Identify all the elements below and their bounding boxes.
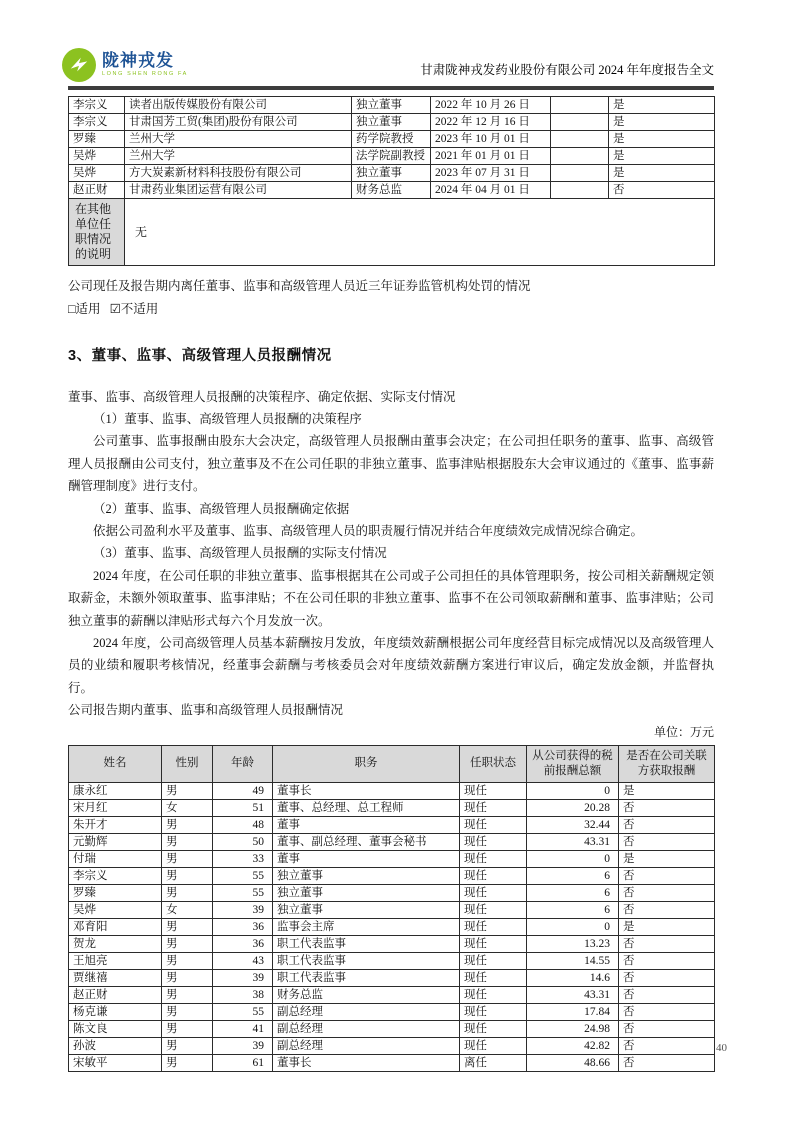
paragraph: 董事、监事、高级管理人员报酬的决策程序、确定依据、实际支付情况 (68, 389, 456, 404)
cell-pretax-pay: 43.31 (527, 833, 619, 850)
external-position-row (69, 96, 715, 113)
compensation-row (69, 1020, 715, 1037)
cell-related-pay: 否 (619, 1037, 715, 1054)
compensation-row (69, 918, 715, 935)
cell-age: 39 (213, 969, 273, 986)
col-header-status: 任职状态 (460, 745, 527, 782)
cell-company: 兰州大学 (125, 130, 352, 147)
cell-position: 董事 (273, 816, 460, 833)
cell-age: 55 (213, 1003, 273, 1020)
cell-pretax-pay: 0 (527, 782, 619, 799)
cell-name: 罗臻 (69, 130, 125, 147)
cell-gender: 男 (162, 833, 213, 850)
cell-gender: 男 (162, 1003, 213, 1020)
cell-end-date (551, 130, 609, 147)
cell-gender: 男 (162, 1037, 213, 1054)
cell-related-pay: 否 (619, 799, 715, 816)
cell-name: 杨克谦 (69, 1003, 162, 1020)
cell-age: 39 (213, 1037, 273, 1054)
external-position-row (69, 164, 715, 181)
cell-age: 33 (213, 850, 273, 867)
paragraph: 公司报告期内董事、监事和高级管理人员报酬情况 (68, 703, 344, 718)
cell-related-pay: 否 (619, 1054, 715, 1071)
cell-paid: 是 (609, 164, 715, 181)
cell-related-pay: 否 (619, 1003, 715, 1020)
cell-pretax-pay: 32.44 (527, 816, 619, 833)
company-logo (62, 48, 188, 82)
cell-status: 现任 (460, 901, 527, 918)
cell-pretax-pay: 13.23 (527, 935, 619, 952)
paragraph: 依据公司盈利水平及董事、监事、高级管理人员的职责履行情况并结合年度绩效完成情况综合确定。 (93, 523, 644, 538)
cell-pretax-pay: 17.84 (527, 1003, 619, 1020)
cell-name: 吴烨 (69, 901, 162, 918)
cell-age: 55 (213, 884, 273, 901)
cell-gender: 男 (162, 850, 213, 867)
cell-pretax-pay: 42.82 (527, 1037, 619, 1054)
brand-name-cn: 陇神戎发 (102, 51, 174, 71)
cell-related-pay: 否 (619, 867, 715, 884)
cell-position: 董事长 (273, 1054, 460, 1071)
cell-position: 董事 (273, 850, 460, 867)
cell-name: 朱开才 (69, 816, 162, 833)
compensation-row (69, 901, 715, 918)
cell-pretax-pay: 6 (527, 867, 619, 884)
cell-paid: 是 (609, 130, 715, 147)
brand-name-en: LONG SHEN RONG FA (102, 71, 188, 78)
cell-company: 方大炭素新材料科技股份有限公司 (125, 164, 352, 181)
col-header-age: 年龄 (213, 745, 273, 782)
cell-age: 36 (213, 918, 273, 935)
cell-position: 副总经理 (273, 1037, 460, 1054)
applicable-checkbox: □适用 (68, 301, 101, 316)
cell-company: 甘肃药业集团运营有限公司 (125, 181, 352, 198)
cell-name: 陈文良 (69, 1020, 162, 1037)
cell-age: 38 (213, 986, 273, 1003)
compensation-table (68, 745, 715, 1072)
compensation-row (69, 969, 715, 986)
cell-related-pay: 否 (619, 833, 715, 850)
paragraph: 2024 年度，在公司任职的非独立董事、监事根据其在公司或子公司担任的具体管理职务，按公司相关薪酬规定领取薪金，未额外领取董事、监事津贴；不在公司任职的非独立董事、监事不在公司领取薪酬和董事、监事津贴；公司独立董事的薪酬以津贴形式每六个月发放一次。 (68, 568, 714, 628)
cell-status: 现任 (460, 782, 527, 799)
cell-name: 吴烨 (69, 147, 125, 164)
cell-start-date: 2022 年 12 月 16 日 (431, 113, 551, 130)
compensation-row (69, 816, 715, 833)
external-positions-table (68, 96, 715, 266)
cell-position: 独立董事 (273, 867, 460, 884)
cell-status: 现任 (460, 969, 527, 986)
cell-related-pay: 否 (619, 952, 715, 969)
compensation-row (69, 833, 715, 850)
cell-position: 独立董事 (273, 901, 460, 918)
cell-position: 监事会主席 (273, 918, 460, 935)
cell-name: 罗臻 (69, 884, 162, 901)
paragraph: 公司董事、监事报酬由股东大会决定，高级管理人员报酬由董事会决定；在公司担任职务的董事、监事、高级管理人员报酬由公司支付，独立董事及不在公司任职的非独立董事、监事津贴根据股东大会审议通过的《董事、监事薪酬管理制度》进行支付。 (68, 434, 714, 494)
cell-company: 读者出版传媒股份有限公司 (125, 96, 352, 113)
col-header-position: 职务 (273, 745, 460, 782)
compensation-row (69, 884, 715, 901)
cell-position: 董事长 (273, 782, 460, 799)
page-number: 40 (716, 1042, 727, 1054)
cell-pretax-pay: 20.28 (527, 799, 619, 816)
cell-start-date: 2021 年 01 月 01 日 (431, 147, 551, 164)
cell-position: 财务总监 (273, 986, 460, 1003)
compensation-row (69, 799, 715, 816)
cell-age: 61 (213, 1054, 273, 1071)
cell-age: 41 (213, 1020, 273, 1037)
cell-status: 现任 (460, 1003, 527, 1020)
cell-start-date: 2024 年 04 月 01 日 (431, 181, 551, 198)
cell-pretax-pay: 14.55 (527, 952, 619, 969)
note-label-cell: 在其他单位任职情况的说明 (69, 198, 125, 265)
cell-related-pay: 否 (619, 935, 715, 952)
paragraph: （1）董事、监事、高级管理人员报酬的决策程序 (93, 411, 362, 426)
paragraph: 2024 年度，公司高级管理人员基本薪酬按月发放，年度绩效薪酬根据公司年度经营目标完成情况以及高级管理人员的业绩和履职考核情况，经董事会薪酬与考核委员会对年度绩效薪酬方案进行审议后，确定发放金额，并监督执行。 (68, 635, 714, 695)
compensation-row (69, 1003, 715, 1020)
compensation-row (69, 952, 715, 969)
col-header-related-pay: 是否在公司关联方获取报酬 (619, 745, 715, 782)
cell-name: 赵正财 (69, 181, 125, 198)
cell-gender: 男 (162, 816, 213, 833)
cell-name: 孙波 (69, 1037, 162, 1054)
cell-end-date (551, 113, 609, 130)
applicability-line (68, 298, 714, 321)
cell-position: 财务总监 (352, 181, 431, 198)
cell-related-pay: 否 (619, 901, 715, 918)
document-title: 甘肃陇神戎发药业股份有限公司 2024 年年度报告全文 (420, 63, 714, 77)
compensation-row (69, 986, 715, 1003)
external-position-row (69, 181, 715, 198)
cell-name: 赵正财 (69, 986, 162, 1003)
cell-status: 现任 (460, 1020, 527, 1037)
section-paragraphs (68, 386, 714, 722)
col-header-pretax-pay: 从公司获得的税前报酬总额 (527, 745, 619, 782)
compensation-row (69, 1037, 715, 1054)
cell-gender: 男 (162, 884, 213, 901)
cell-related-pay: 是 (619, 782, 715, 799)
cell-gender: 男 (162, 782, 213, 799)
cell-gender: 女 (162, 799, 213, 816)
cell-name: 付瑞 (69, 850, 162, 867)
cell-name: 元勤辉 (69, 833, 162, 850)
cell-paid: 否 (609, 181, 715, 198)
header-divider (68, 86, 714, 90)
cell-position: 独立董事 (352, 96, 431, 113)
cell-gender: 男 (162, 969, 213, 986)
cell-related-pay: 否 (619, 969, 715, 986)
compensation-row (69, 867, 715, 884)
paragraph: （2）董事、监事、高级管理人员报酬确定依据 (93, 501, 350, 516)
section-heading: 3、董事、监事、高级管理人员报酬情况 (68, 347, 332, 364)
external-position-row (69, 113, 715, 130)
cell-related-pay: 否 (619, 986, 715, 1003)
cell-related-pay: 否 (619, 884, 715, 901)
paragraph: （3）董事、监事、高级管理人员报酬的实际支付情况 (93, 546, 387, 561)
cell-position: 职工代表监事 (273, 935, 460, 952)
cell-pretax-pay: 6 (527, 901, 619, 918)
cell-name: 李宗义 (69, 113, 125, 130)
cell-position: 法学院副教授 (352, 147, 431, 164)
compensation-header-row (69, 745, 715, 782)
compensation-row (69, 850, 715, 867)
cell-position: 独立董事 (352, 164, 431, 181)
cell-related-pay: 是 (619, 918, 715, 935)
cell-name: 宋敏平 (69, 1054, 162, 1071)
cell-end-date (551, 147, 609, 164)
cell-status: 离任 (460, 1054, 527, 1071)
cell-pretax-pay: 0 (527, 850, 619, 867)
cell-status: 现任 (460, 986, 527, 1003)
cell-age: 49 (213, 782, 273, 799)
cell-paid: 是 (609, 96, 715, 113)
cell-gender: 男 (162, 918, 213, 935)
cell-age: 51 (213, 799, 273, 816)
compensation-row (69, 935, 715, 952)
cell-name: 李宗义 (69, 867, 162, 884)
cell-gender: 男 (162, 952, 213, 969)
external-position-row (69, 147, 715, 164)
compensation-row (69, 782, 715, 799)
cell-gender: 男 (162, 935, 213, 952)
cell-name: 康永红 (69, 782, 162, 799)
cell-paid: 是 (609, 147, 715, 164)
cell-status: 现任 (460, 952, 527, 969)
cell-start-date: 2022 年 10 月 26 日 (431, 96, 551, 113)
cell-age: 36 (213, 935, 273, 952)
cell-pretax-pay: 48.66 (527, 1054, 619, 1071)
cell-name: 邓育阳 (69, 918, 162, 935)
cell-age: 43 (213, 952, 273, 969)
cell-name: 宋月红 (69, 799, 162, 816)
cell-start-date: 2023 年 07 月 31 日 (431, 164, 551, 181)
cell-position: 独立董事 (273, 884, 460, 901)
cell-related-pay: 否 (619, 1020, 715, 1037)
logo-text (102, 52, 188, 78)
external-positions-body (69, 96, 715, 198)
cell-status: 现任 (460, 816, 527, 833)
cell-end-date (551, 181, 609, 198)
cell-company: 兰州大学 (125, 147, 352, 164)
cell-position: 药学院教授 (352, 130, 431, 147)
cell-pretax-pay: 6 (527, 884, 619, 901)
cell-related-pay: 否 (619, 816, 715, 833)
cell-name: 王旭亮 (69, 952, 162, 969)
note-value-cell: 无 (125, 198, 715, 265)
cell-name: 贺龙 (69, 935, 162, 952)
cell-end-date (551, 164, 609, 181)
cell-position: 独立董事 (352, 113, 431, 130)
col-header-gender: 性别 (162, 745, 213, 782)
cell-paid: 是 (609, 113, 715, 130)
penalty-statement: 公司现任及报告期内离任董事、监事和高级管理人员近三年证券监管机构处罚的情况 (68, 278, 531, 293)
cell-position: 董事、副总经理、董事会秘书 (273, 833, 460, 850)
cell-start-date: 2023 年 10 月 01 日 (431, 130, 551, 147)
unit-label: 单位：万元 (653, 724, 714, 739)
cell-name: 贾继禧 (69, 969, 162, 986)
cell-status: 现任 (460, 884, 527, 901)
cell-related-pay: 是 (619, 850, 715, 867)
cell-status: 现任 (460, 799, 527, 816)
cell-status: 现任 (460, 867, 527, 884)
logo-bird-icon (62, 48, 96, 82)
cell-pretax-pay: 24.98 (527, 1020, 619, 1037)
cell-pretax-pay: 14.6 (527, 969, 619, 986)
cell-gender: 女 (162, 901, 213, 918)
cell-position: 副总经理 (273, 1003, 460, 1020)
cell-pretax-pay: 0 (527, 918, 619, 935)
cell-status: 现任 (460, 918, 527, 935)
cell-position: 职工代表监事 (273, 969, 460, 986)
other-positions-note-row (69, 198, 715, 265)
col-header-name: 姓名 (69, 745, 162, 782)
cell-gender: 男 (162, 1020, 213, 1037)
cell-pretax-pay: 43.31 (527, 986, 619, 1003)
cell-name: 李宗义 (69, 96, 125, 113)
cell-gender: 男 (162, 867, 213, 884)
cell-gender: 男 (162, 1054, 213, 1071)
cell-position: 董事、总经理、总工程师 (273, 799, 460, 816)
cell-status: 现任 (460, 935, 527, 952)
page-header (68, 0, 714, 82)
cell-company: 甘肃国芳工贸(集团)股份有限公司 (125, 113, 352, 130)
cell-age: 39 (213, 901, 273, 918)
cell-end-date (551, 96, 609, 113)
cell-age: 55 (213, 867, 273, 884)
cell-gender: 男 (162, 986, 213, 1003)
cell-age: 50 (213, 833, 273, 850)
compensation-row (69, 1054, 715, 1071)
cell-status: 现任 (460, 833, 527, 850)
not-applicable-checkbox: ☑不适用 (109, 301, 159, 316)
cell-status: 现任 (460, 850, 527, 867)
cell-position: 职工代表监事 (273, 952, 460, 969)
compensation-body (69, 782, 715, 1071)
external-position-row (69, 130, 715, 147)
cell-age: 48 (213, 816, 273, 833)
cell-position: 副总经理 (273, 1020, 460, 1037)
cell-name: 吴烨 (69, 164, 125, 181)
cell-status: 现任 (460, 1037, 527, 1054)
